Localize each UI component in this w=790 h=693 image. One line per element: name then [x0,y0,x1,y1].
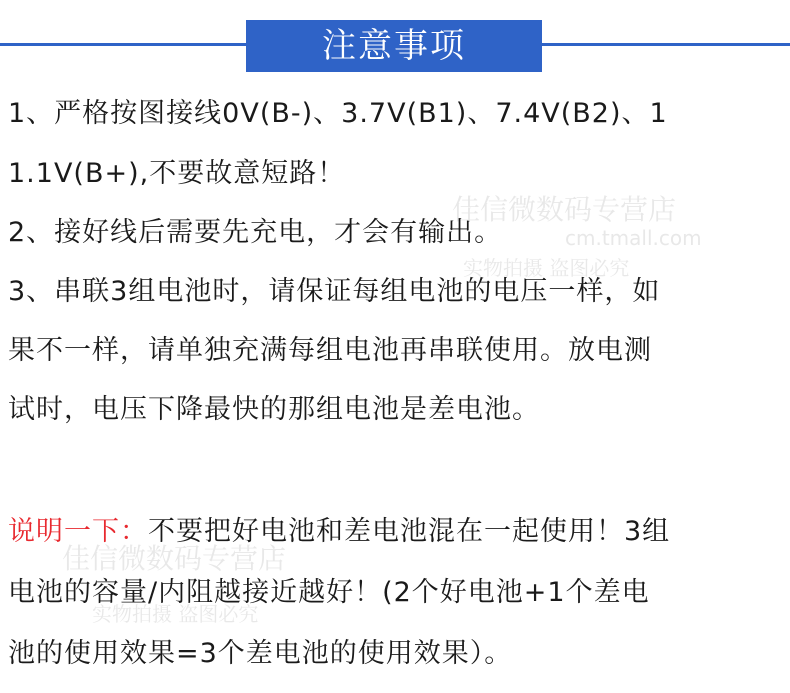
note-line-2: 电池的容量/内阻越接近越好！(2个好电池+1个差电 [8,577,650,608]
note-label: 说明一下： [8,516,148,547]
instruction-line-6: 试时，电压下降最快的那组电池是差电池。 [8,394,540,425]
watermark-notice-2: 实物拍摄 盗图必究 [92,602,259,626]
instruction-line-3: 2、接好线后需要先充电，才会有输出。 [8,217,503,248]
page-title: 注意事项 [246,20,542,72]
watermark-url: cm.tmall.com [565,226,702,250]
instruction-line-4: 3、串联3组电池时，请保证每组电池的电压一样，如 [8,276,661,307]
instruction-line-2: 1.1V(B+),不要故意短路！ [8,158,346,189]
watermark-shop-name-2: 佳信微数码专营店 [62,542,287,575]
note-line-1 [8,512,670,552]
note-text-1: 不要把好电池和差电池混在一起使用！3组 [148,516,671,547]
instruction-line-5: 果不一样，请单独充满每组电池再串联使用。放电测 [8,335,652,366]
note-line-3: 池的使用效果=3个差电池的使用效果）。 [8,638,513,669]
instruction-line-1: 1、严格按图接线0V(B-)、3.7V(B1)、7.4V(B2)、1 [8,98,668,129]
watermark-shop-name: 佳信微数码专营店 [452,193,677,226]
watermark-notice: 实物拍摄 盗图必究 [463,256,630,280]
